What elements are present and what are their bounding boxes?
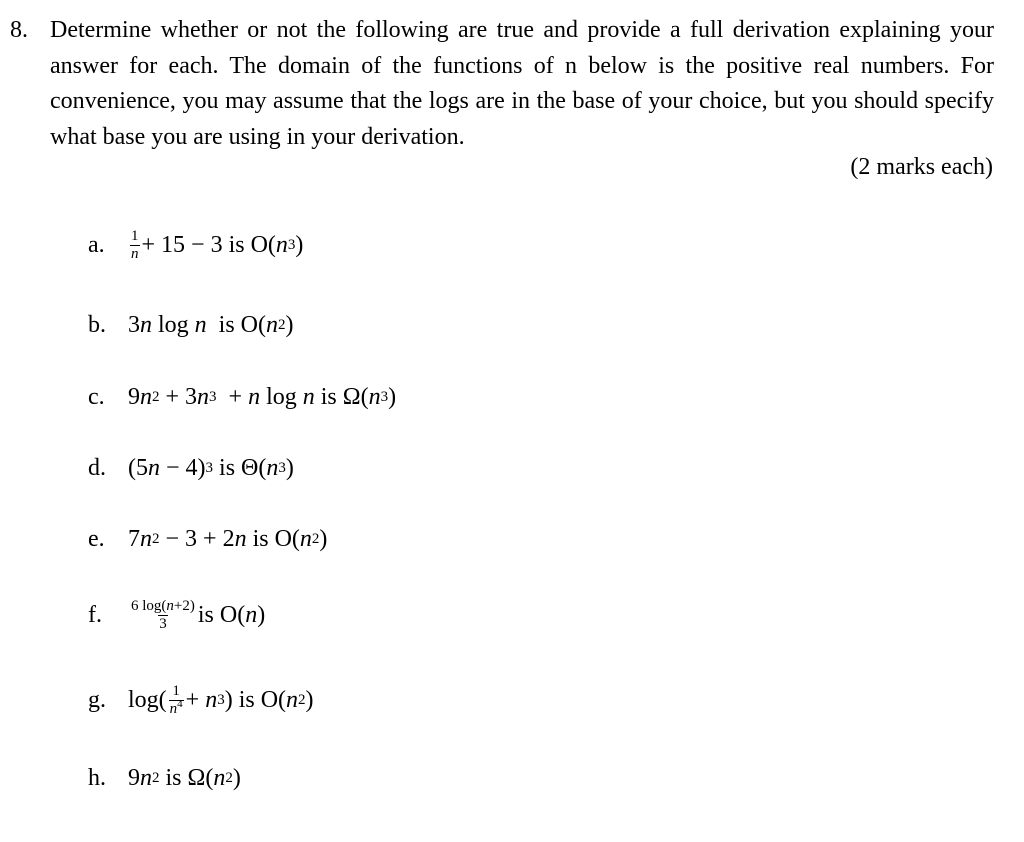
math-variable: n <box>148 454 160 481</box>
list-item <box>88 305 294 345</box>
fraction-denominator <box>169 697 184 718</box>
fraction-numerator <box>130 228 140 245</box>
item-label: h. <box>88 764 106 791</box>
math-text: is O( <box>206 311 267 338</box>
math-variable: n <box>302 383 315 410</box>
math-text: ) <box>285 454 294 481</box>
list-item <box>88 680 314 720</box>
item-label: g. <box>88 686 106 713</box>
math-variable: n <box>266 311 279 338</box>
math-text: is Θ( <box>213 454 267 481</box>
math-text: ) <box>232 764 241 791</box>
math-fraction <box>130 228 140 263</box>
marks-note: (2 marks each) <box>850 154 993 180</box>
math-variable: n <box>140 764 152 791</box>
math-text: ) <box>305 686 314 713</box>
item-label: a. <box>88 231 105 258</box>
math-text: + <box>185 686 206 713</box>
math-text: log( <box>128 686 167 713</box>
item-expression: (5 n − 4) 3 is Θ( n 3 ) <box>128 454 294 481</box>
math-variable: n <box>131 245 139 262</box>
list-item <box>88 448 294 488</box>
math-text: + 3 <box>159 383 198 410</box>
math-fraction <box>130 598 196 633</box>
math-text: ) <box>319 525 328 552</box>
math-variable: n <box>234 525 247 552</box>
math-variable: n <box>368 383 381 410</box>
item-expression: 9 n 2 + 3 n 3 + n log n is Ω( n 3 ) <box>128 383 397 410</box>
list-item <box>88 225 303 265</box>
list-item <box>88 519 327 559</box>
math-variable: n <box>166 597 174 614</box>
fraction-denominator <box>158 615 168 633</box>
item-expression: log( $\frac{1}{n^4}$ + n 3 ) is O( n 2 ) <box>128 682 314 717</box>
math-text: − 4) <box>160 454 206 481</box>
question-number: 8. <box>10 17 28 43</box>
math-variable: n <box>194 311 207 338</box>
item-expression: 9 n 2 is Ω( n 2 ) <box>128 764 241 791</box>
list-item <box>88 377 396 417</box>
math-variable: n <box>245 601 258 628</box>
item-label: d. <box>88 454 106 481</box>
list-item <box>88 595 265 635</box>
item-label: c. <box>88 383 105 410</box>
math-text: + 15 − 3 is O( <box>141 231 276 258</box>
math-variable: n <box>299 525 312 552</box>
math-text: 9 <box>128 383 140 410</box>
fraction-denominator <box>130 245 140 263</box>
math-fraction <box>169 683 184 718</box>
math-text: ) <box>388 383 397 410</box>
math-text: +2) <box>173 597 195 614</box>
math-variable: n <box>266 454 279 481</box>
math-text: 1 <box>172 682 180 699</box>
item-label: b. <box>88 311 106 338</box>
math-text: ) <box>257 601 266 628</box>
math-text: 9 <box>128 764 140 791</box>
math-variable: n <box>140 525 152 552</box>
list-item <box>88 758 241 798</box>
math-text: ) <box>285 311 294 338</box>
math-text: ) <box>295 231 304 258</box>
math-text: ) is O( <box>224 686 287 713</box>
item-expression: $\frac{1}{n}$ + 15 − 3 is O( n 3 ) <box>131 227 304 262</box>
math-text: 3 <box>159 615 167 632</box>
math-text: is O( <box>197 601 246 628</box>
math-variable: n <box>248 383 261 410</box>
math-text: + <box>216 383 249 410</box>
math-text: is O( <box>246 525 300 552</box>
item-expression: 7 n 2 − 3 + 2 n is O( n 2 ) <box>128 525 328 552</box>
item-expression <box>128 598 265 633</box>
math-variable: n <box>213 764 226 791</box>
math-text: log <box>152 311 195 338</box>
math-text: 6 log( <box>131 597 167 614</box>
math-text: 3 <box>128 311 140 338</box>
math-variable: n <box>197 383 210 410</box>
math-text: 7 <box>128 525 140 552</box>
math-variable: n <box>286 686 299 713</box>
item-expression: 3 n log n is O( n 2 ) <box>128 311 294 338</box>
math-variable: n <box>140 311 152 338</box>
math-exponent: 4 <box>177 697 183 710</box>
math-text: 1 <box>131 227 139 244</box>
math-text: − 3 + 2 <box>159 525 235 552</box>
math-variable: n <box>205 686 218 713</box>
fraction-numerator <box>130 598 196 615</box>
math-text: is Ω( <box>159 764 214 791</box>
question-text: Determine whether or not the following are true and provide a full derivation explaining your answer for each. The domain of the functions of n below is the positive real numbers. For convenience, you may assume that the logs are in the base of your choice, but you should specify what base you are using in your derivation. <box>50 17 994 150</box>
item-label: f. <box>88 601 102 628</box>
math-variable: n <box>169 700 178 717</box>
math-text: is Ω( <box>314 383 369 410</box>
math-variable: n <box>140 383 152 410</box>
math-variable: n <box>275 231 288 258</box>
item-label: e. <box>88 525 105 552</box>
math-text: log <box>260 383 303 410</box>
math-text: (5 <box>128 454 148 481</box>
